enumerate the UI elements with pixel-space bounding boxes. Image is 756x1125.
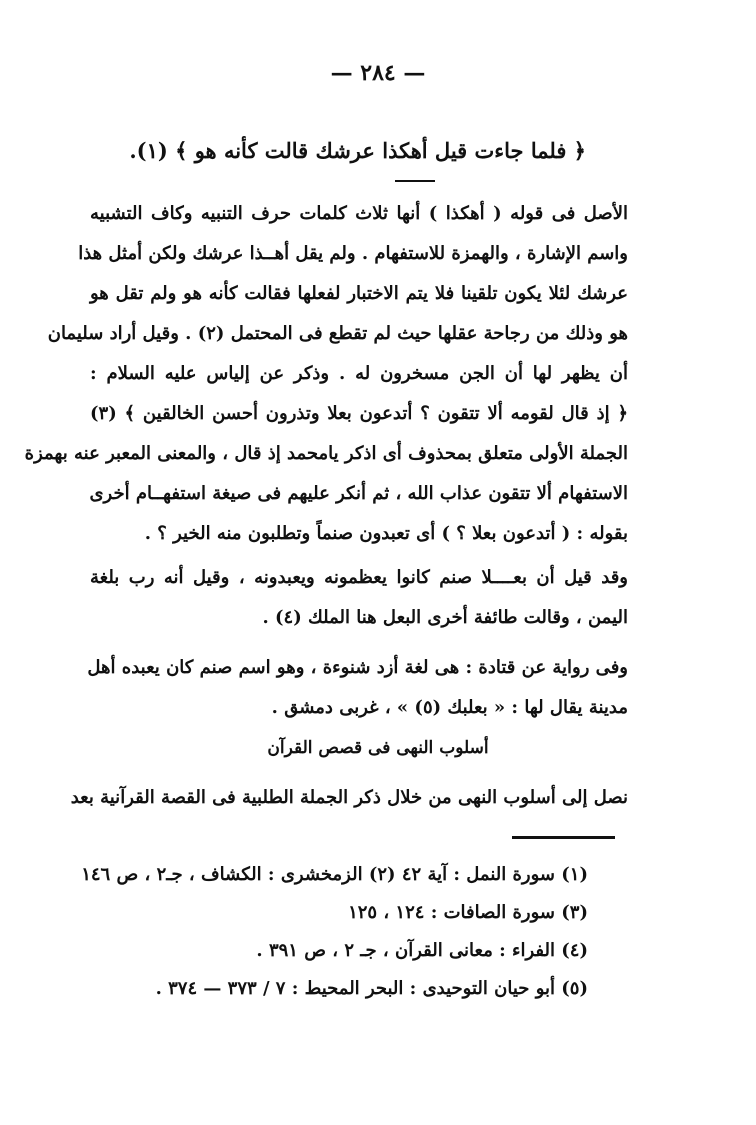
text-line: الاستفهام ألا تتقون عذاب الله ، ثم أنكر عليهم فى صيغة استفهــام أخرى [89, 483, 628, 504]
text-line: الأصل فى قوله ( أهكذا ) أنها ثلاث كلمات حرف التنبيه وكاف التشبيه [90, 203, 628, 224]
text-line: هو وذلك من رجاحة عقلها حيث لم تقطع فى المحتمل (٢) . وقيل أراد سليمان [47, 323, 628, 344]
text-line: اليمن ، وقالت طائفة أخرى البعل هنا الملك (٤) . [262, 607, 628, 628]
section-heading: أسلوب النهى فى قصص القرآن [267, 738, 489, 758]
footnotes [80, 856, 588, 1008]
paragraph-1 [24, 194, 628, 554]
text-line: ﴿ إذ قال لقومه ألا تتقون ؟ أتدعون بعلا وتذرون أحسن الخالقين ﴾ (٣) [90, 403, 628, 424]
text-line: نصل إلى أسلوب النهى من خلال ذكر الجملة الطلبية فى القصة القرآنية بعد [70, 787, 628, 808]
footnote: (١) سورة النمل : آية ٤٢ (٢) الزمخشرى : الكشاف ، جـ٢ ، ص ١٤٦ [81, 864, 588, 885]
paragraph-3 [87, 648, 628, 728]
text-line: عرشك لئلا يكون تلقينا فلا يتم الاختبار لفعلها فقالت كأنه هو ولم تقل هو [90, 283, 628, 304]
verse-underline [395, 180, 435, 182]
footnote: (٥) أبو حيان التوحيدى : البحر المحيط : ٧ / ٣٧٣ — ٣٧٤ . [155, 978, 588, 999]
text-line: بقوله : ( أتدعون بعلا ؟ ) أى تعبدون صنماً وتطلبون منه الخير ؟ . [144, 523, 628, 544]
paragraph-4 [70, 778, 628, 818]
text-line: وقد قيل أن بعــــلا صنم كانوا يعظمونه ويعبدونه ، وقيل أنه رب بلغة [90, 567, 628, 588]
text-line: الجملة الأولى متعلق بمحذوف أى اذكر يامحمد إذ قال ، والمعنى المعبر عنه بهمزة [24, 443, 628, 464]
text-line: وفى رواية عن قتادة : هى لغة أزد شنوءة ، وهو اسم صنم كان يعبده أهل [87, 657, 628, 678]
text-line: مدينة يقال لها : « بعلبك (٥) » ، غربى دمشق . [271, 697, 628, 718]
paragraph-2 [90, 558, 628, 638]
quranic-verse: ﴿ فلما جاءت قيل أهكذا عرشك قالت كأنه هو ﴾ (١). [129, 138, 586, 163]
footnote: (٤) الفراء : معانى القرآن ، جـ ٢ ، ص ٣٩١ . [256, 940, 588, 961]
footnote: (٣) سورة الصافات : ١٢٤ ، ١٢٥ [348, 902, 588, 923]
text-line: واسم الإشارة ، والهمزة للاستفهام . ولم يقل أهــذا عرشك ولكن أمثل هذا [78, 243, 628, 264]
text-line: أن يظهر لها أن الجن مسخرون له . وذكر عن إلياس عليه السلام : [90, 363, 628, 384]
page-number: — ٢٨٤ — [330, 60, 426, 86]
footnote-separator [512, 836, 615, 839]
